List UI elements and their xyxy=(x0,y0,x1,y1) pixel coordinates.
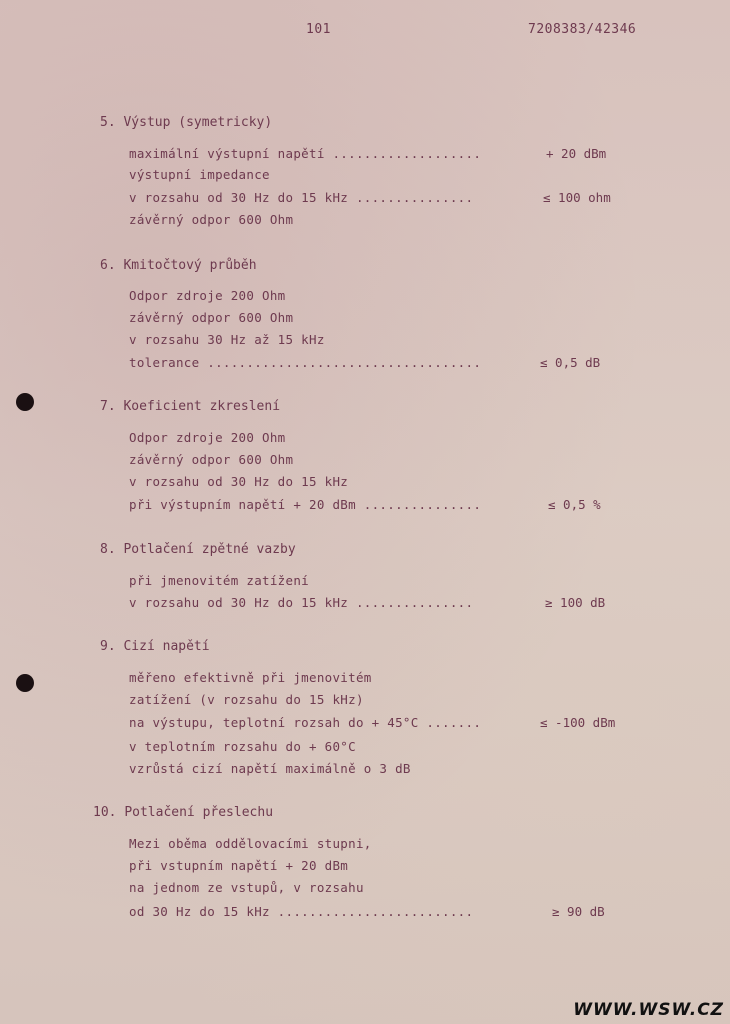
section-heading: 5. Výstup (symetricky) xyxy=(100,115,273,130)
spec-line: na výstupu, teplotní rozsah do + 45°C ....... xyxy=(129,715,482,730)
spec-line: závěrný odpor 600 Ohm xyxy=(129,212,294,227)
spec-value: ≥ 90 dB xyxy=(552,904,605,919)
spec-line: měřeno efektivně při jmenovitém xyxy=(129,670,372,685)
section-heading: 8. Potlačení zpětné vazby xyxy=(100,542,296,557)
spec-line: od 30 Hz do 15 kHz ......................... xyxy=(129,904,474,919)
spec-line: Mezi oběma oddělovacími stupni, xyxy=(129,836,372,851)
document-reference: 7208383/42346 xyxy=(528,22,637,37)
spec-line: Odpor zdroje 200 Ohm xyxy=(129,430,286,445)
spec-line: v rozsahu od 30 Hz do 15 kHz ............... xyxy=(129,595,474,610)
spec-line: při vstupním napětí + 20 dBm xyxy=(129,858,349,873)
spec-line: výstupní impedance xyxy=(129,167,270,182)
spec-line: maximální výstupní napětí ................... xyxy=(129,146,482,161)
page-number: 101 xyxy=(306,22,331,37)
spec-line: v teplotním rozsahu do + 60°C xyxy=(129,739,356,754)
punch-hole xyxy=(16,674,34,692)
site-watermark: WWW.WSW.CZ xyxy=(573,1000,724,1020)
spec-line: tolerance ................................... xyxy=(129,355,482,370)
spec-line: v rozsahu 30 Hz až 15 kHz xyxy=(129,332,325,347)
spec-line: vzrůstá cizí napětí maximálně o 3 dB xyxy=(129,761,411,776)
spec-line: závěrný odpor 600 Ohm xyxy=(129,452,294,467)
spec-value: + 20 dBm xyxy=(546,146,607,161)
spec-line: v rozsahu od 30 Hz do 15 kHz xyxy=(129,474,349,489)
spec-line: při výstupním napětí + 20 dBm ............... xyxy=(129,497,482,512)
spec-line: závěrný odpor 600 Ohm xyxy=(129,310,294,325)
section-heading: 9. Cizí napětí xyxy=(100,639,210,654)
section-heading: 10. Potlačení přeslechu xyxy=(93,805,274,820)
spec-line: na jednom ze vstupů, v rozsahu xyxy=(129,880,364,895)
punch-hole xyxy=(16,393,34,411)
spec-value: ≤ -100 dBm xyxy=(540,715,616,730)
spec-line: Odpor zdroje 200 Ohm xyxy=(129,288,286,303)
spec-value: ≤ 100 ohm xyxy=(543,190,611,205)
spec-value: ≥ 100 dB xyxy=(545,595,606,610)
section-heading: 7. Koeficient zkreslení xyxy=(100,399,281,414)
spec-line: zatížení (v rozsahu do 15 kHz) xyxy=(129,692,364,707)
spec-value: ≤ 0,5 dB xyxy=(540,355,601,370)
section-heading: 6. Kmitočtový průběh xyxy=(100,258,257,273)
spec-value: ≤ 0,5 % xyxy=(548,497,601,512)
spec-line: v rozsahu od 30 Hz do 15 kHz ............... xyxy=(129,190,474,205)
spec-line: při jmenovitém zatížení xyxy=(129,573,309,588)
